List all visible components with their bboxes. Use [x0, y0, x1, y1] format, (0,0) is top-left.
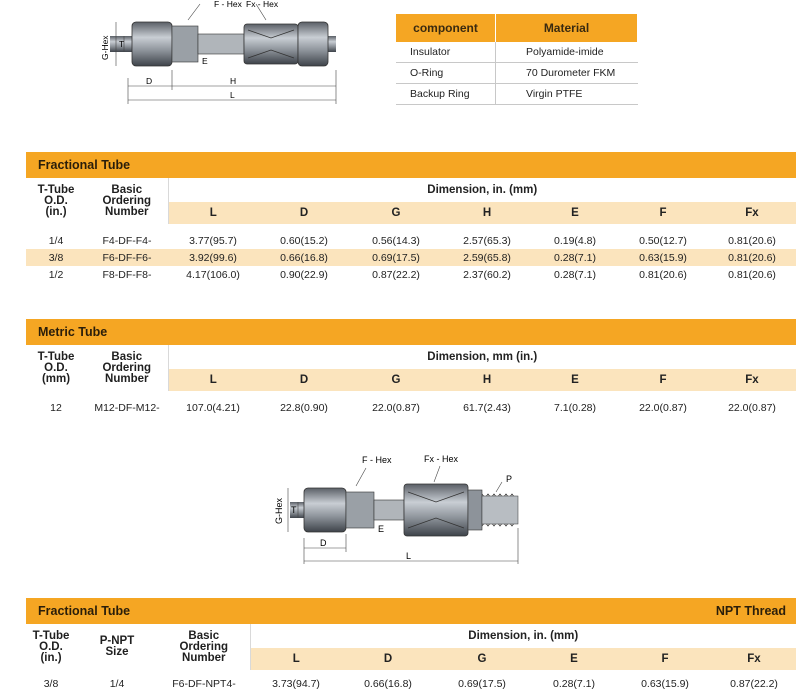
dim-header-f: F	[618, 369, 708, 391]
table-cell: 0.63(15.9)	[641, 677, 689, 690]
npt-tube-title: Fractional Tube	[38, 604, 131, 618]
ordering-number-header: Basic Ordering Number	[102, 183, 152, 218]
dim-header-d: D	[258, 202, 350, 224]
table-cell: 22.0(0.87)	[639, 401, 687, 414]
label-g-hex: G-Hex	[274, 497, 284, 524]
component-cell: Insulator	[396, 42, 496, 63]
table-row	[26, 266, 796, 283]
npt-dimension-table	[26, 624, 796, 692]
label-f-hex: F - Hex	[214, 0, 242, 9]
table-cell: F6-DF-F6-	[86, 249, 168, 266]
component-cell: O-Ring	[396, 63, 496, 84]
table-row	[26, 232, 796, 249]
table-cell: 0.81(20.6)	[728, 234, 776, 247]
label-h: H	[230, 76, 237, 86]
table-cell: 0.28(7.1)	[532, 249, 618, 266]
table-cell: 0.66(16.8)	[364, 677, 412, 690]
dim-header-e: E	[530, 648, 618, 670]
npt-fitting-drawing	[270, 448, 530, 568]
label-l: L	[230, 90, 235, 100]
fractional-tube-header-bar	[26, 152, 796, 178]
table-cell: 3.92(99.6)	[168, 249, 258, 266]
label-t: T	[119, 39, 125, 49]
table-row	[26, 675, 796, 692]
label-t: T	[291, 505, 297, 515]
table-cell: 0.66(16.8)	[258, 249, 350, 266]
table-cell: 0.81(20.6)	[728, 268, 776, 281]
dim-header-fx: Fx	[708, 202, 796, 224]
table-row	[396, 84, 638, 105]
table-cell: F4-DF-F4-	[102, 234, 152, 247]
material-cell: Virgin PTFE	[496, 84, 638, 105]
table-cell: 0.56(14.3)	[372, 234, 420, 247]
table-cell: 61.7(2.43)	[463, 401, 511, 414]
dim-header-g: G	[434, 648, 530, 670]
table-cell: 1/2	[48, 268, 64, 281]
p-npt-size-header: P-NPT Size	[99, 635, 135, 658]
label-d: D	[146, 76, 153, 86]
table-row	[26, 249, 796, 266]
table-cell: 22.8(0.90)	[280, 401, 328, 414]
table-cell: 0.28(7.1)	[552, 677, 596, 690]
dimension-title: Dimension, mm (in.)	[168, 345, 796, 369]
fractional-tube-title: Fractional Tube	[38, 158, 131, 172]
fitting-drawing-top	[96, 0, 346, 110]
table-cell: 22.0(0.87)	[372, 401, 420, 414]
table-cell: 4.17(106.0)	[186, 268, 240, 281]
materials-table	[396, 14, 638, 105]
dim-header-g: G	[350, 369, 442, 391]
table-row	[396, 63, 638, 84]
dim-header-f: F	[618, 202, 708, 224]
label-g-hex: G-Hex	[100, 35, 110, 60]
table-cell: 0.60(15.2)	[280, 234, 328, 247]
label-e: E	[202, 56, 208, 66]
dim-header-fx: Fx	[712, 648, 796, 670]
dim-header-d: D	[342, 648, 434, 670]
label-p: P	[506, 474, 513, 484]
fractional-dimension-table	[26, 178, 796, 283]
table-row	[396, 42, 638, 63]
materials-header-material: Material	[496, 14, 638, 42]
table-cell: 0.81(20.6)	[639, 268, 687, 281]
table-cell: 2.57(65.3)	[463, 234, 511, 247]
npt-thread-title: NPT Thread	[715, 604, 786, 618]
metric-tube-title: Metric Tube	[38, 325, 108, 339]
table-cell: 7.1(0.28)	[553, 401, 597, 414]
table-cell: F6-DF-NPT4-	[172, 677, 236, 690]
table-cell: 2.37(60.2)	[463, 268, 511, 281]
table-cell: 2.59(65.8)	[442, 249, 532, 266]
table-cell: 0.19(4.8)	[553, 234, 597, 247]
dim-header-e: E	[532, 202, 618, 224]
label-d: D	[320, 538, 327, 548]
table-cell: 0.28(7.1)	[553, 268, 597, 281]
metric-dimension-table	[26, 345, 796, 416]
table-cell: 12	[50, 401, 62, 414]
dim-header-f: F	[618, 648, 712, 670]
dimension-title: Dimension, in. (mm)	[168, 178, 796, 202]
label-fx-hex: Fx - Hex	[246, 0, 279, 9]
dim-header-h: H	[442, 202, 532, 224]
table-cell: 1/4	[109, 677, 125, 690]
material-cell: Polyamide-imide	[496, 42, 638, 63]
dim-header-l: L	[168, 202, 258, 224]
table-cell: 3/8	[26, 249, 86, 266]
table-cell: M12-DF-M12-	[94, 401, 160, 414]
dim-header-l: L	[168, 369, 258, 391]
materials-header-component: component	[396, 14, 496, 42]
dim-header-fx: Fx	[708, 369, 796, 391]
dimension-title: Dimension, in. (mm)	[250, 624, 796, 648]
table-cell: 0.81(20.6)	[708, 249, 796, 266]
table-cell: 22.0(0.87)	[728, 401, 776, 414]
table-cell: 107.0(4.21)	[186, 401, 240, 414]
dim-header-e: E	[532, 369, 618, 391]
dim-header-h: H	[442, 369, 532, 391]
tube-od-header: T-Tube O.D. (in.)	[37, 183, 75, 218]
dim-header-g: G	[350, 202, 442, 224]
table-cell: 3/8	[43, 677, 59, 690]
material-cell: 70 Durometer FKM	[496, 63, 638, 84]
ordering-number-header: Basic Ordering Number	[102, 350, 152, 385]
table-cell: 0.69(17.5)	[350, 249, 442, 266]
label-fx-hex: Fx - Hex	[424, 454, 459, 464]
table-cell: 1/4	[48, 234, 64, 247]
table-cell: 3.77(95.7)	[189, 234, 237, 247]
table-cell: 0.69(17.5)	[458, 677, 506, 690]
npt-tube-header-bar	[26, 598, 796, 624]
dim-header-l: L	[250, 648, 342, 670]
table-cell: 0.87(22.2)	[730, 677, 778, 690]
dim-header-d: D	[258, 369, 350, 391]
label-e: E	[378, 524, 385, 534]
table-cell: F8-DF-F8-	[102, 268, 152, 281]
table-cell: 3.73(94.7)	[272, 677, 320, 690]
table-row	[26, 399, 796, 416]
label-l: L	[406, 551, 412, 561]
table-cell: 0.50(12.7)	[639, 234, 687, 247]
component-cell: Backup Ring	[396, 84, 496, 105]
tube-od-header: T-Tube O.D. (in.)	[32, 629, 70, 664]
table-cell: 0.90(22.9)	[280, 268, 328, 281]
ordering-number-header: Basic Ordering Number	[179, 629, 229, 664]
table-cell: 0.87(22.2)	[372, 268, 420, 281]
table-cell: 0.63(15.9)	[618, 249, 708, 266]
tube-od-header: T-Tube O.D. (mm)	[37, 350, 75, 385]
metric-tube-header-bar	[26, 319, 796, 345]
label-f-hex: F - Hex	[362, 455, 392, 465]
